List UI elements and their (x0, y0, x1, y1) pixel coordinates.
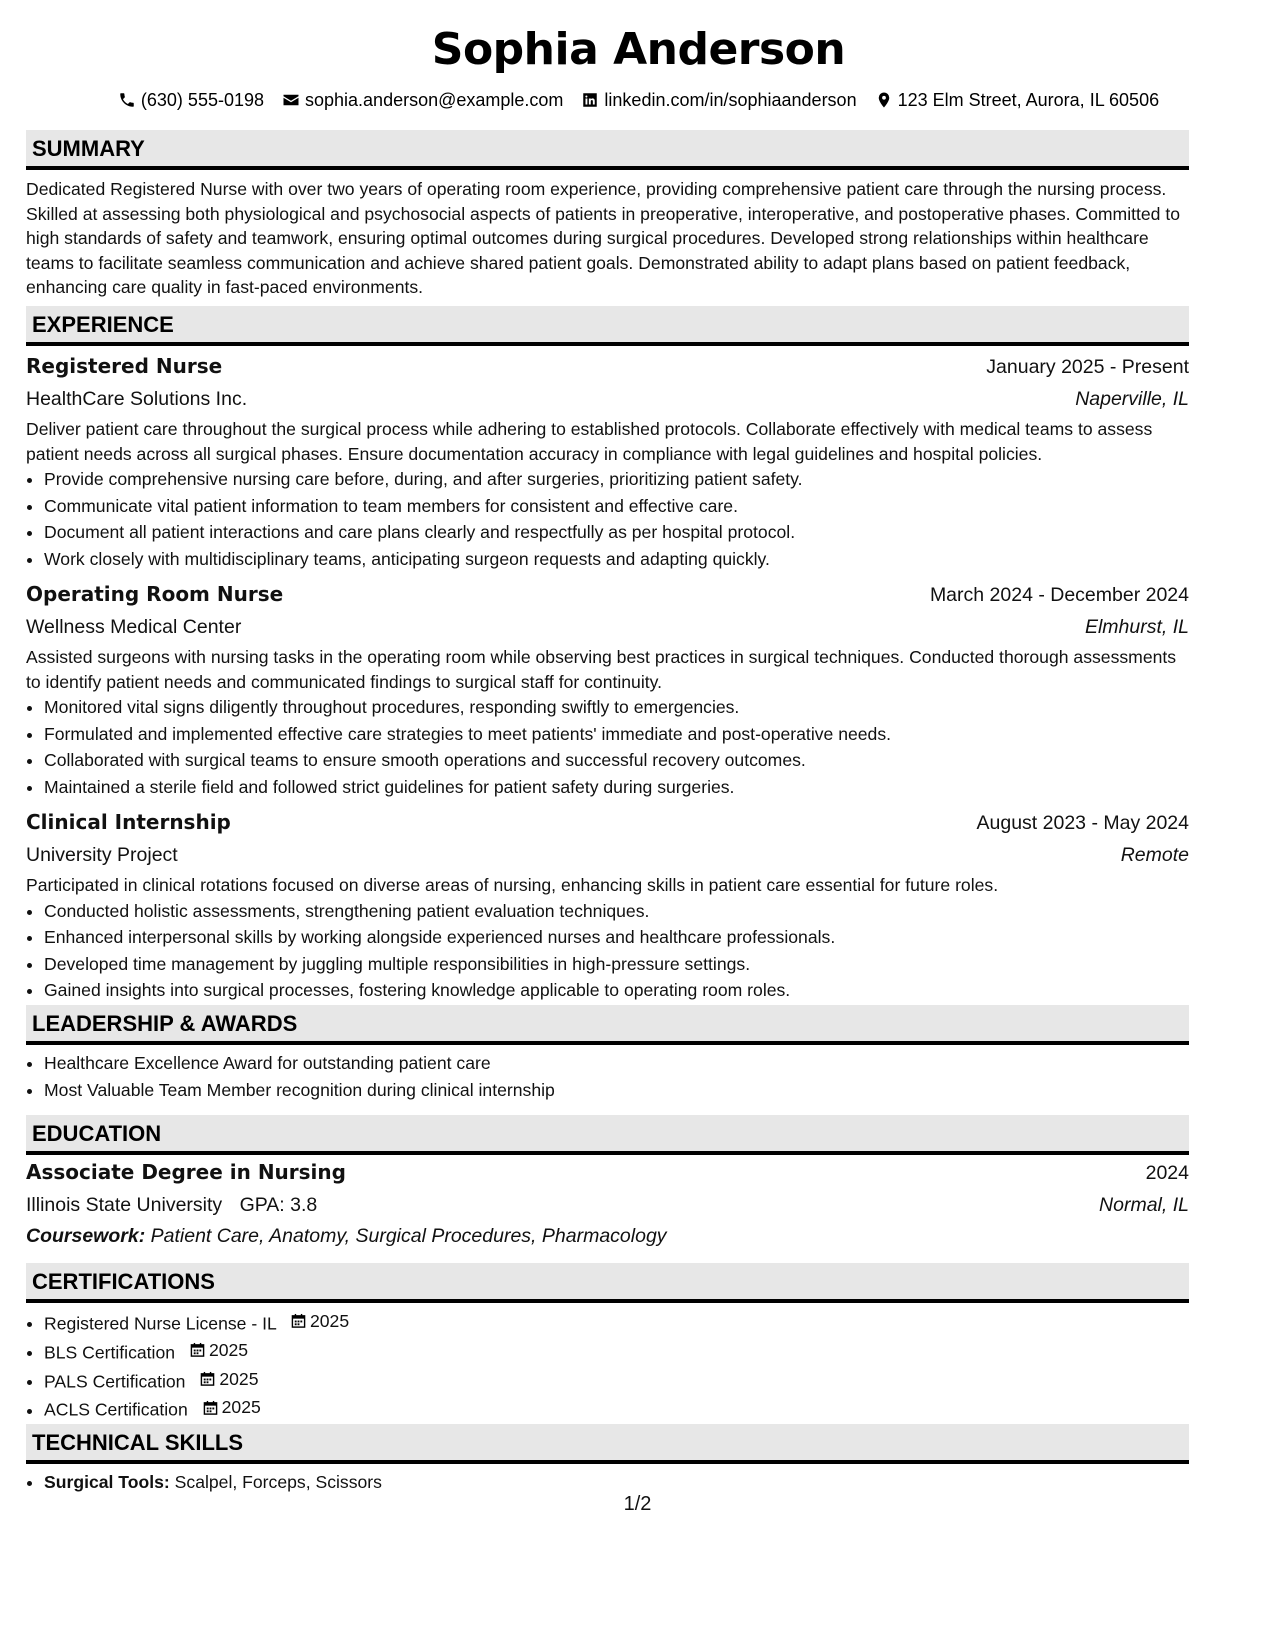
address-text: 123 Elm Street, Aurora, IL 60506 (897, 89, 1160, 110)
phone-text: (630) 555-0198 (140, 89, 264, 110)
phone-icon (118, 91, 136, 109)
resume-page (26, 0, 1251, 1492)
job-dates: August 2023 - May 2024 (976, 812, 1189, 835)
job-org: University Project (26, 844, 178, 867)
list-item: • Document all patient interactions and care plans clearly and respectfully as per hospital protocol. (44, 519, 1189, 546)
job-header (26, 806, 1189, 839)
coursework-label: Coursework: (26, 1225, 146, 1247)
list-item (44, 1366, 1189, 1395)
list-item: • Developed time management by juggling multiple responsibilities in high-pressure settings. (44, 951, 1189, 978)
contact-email[interactable] (282, 90, 563, 111)
skills-section (26, 1424, 1189, 1496)
list-item: • Most Valuable Team Member recognition during clinical internship (44, 1077, 1189, 1104)
candidate-name: Sophia Anderson (431, 24, 846, 75)
section-heading: EXPERIENCE (26, 306, 1189, 346)
job-description: Participated in clinical rotations focused on diverse areas of nursing, enhancing skills in patient care essential for future roles. (26, 875, 999, 896)
job-title: Registered Nurse (26, 354, 223, 378)
contact-phone[interactable] (118, 90, 264, 111)
job-title: Clinical Internship (26, 810, 231, 835)
list-item: • Communicate vital patient information to team members for consistent and effective care. (44, 493, 1189, 520)
skills-list (26, 1469, 1189, 1496)
skill-label: Surgical Tools: (44, 1472, 170, 1492)
list-item: • Conducted holistic assessments, strengthening patient evaluation techniques. (44, 898, 1189, 925)
list-item: • Monitored vital signs diligently throughout procedures, responding swiftly to emergencies. (44, 694, 1189, 721)
job-bullets (26, 466, 1189, 572)
school-line (26, 1189, 317, 1221)
list-item: • Maintained a sterile field and followed strict guidelines for patient safety during surgeries. (44, 774, 1189, 801)
section-heading: TECHNICAL SKILLS (26, 1424, 1189, 1464)
cert-year: 2025 (309, 1311, 350, 1331)
list-item (44, 1469, 1189, 1496)
job-dates: January 2025 - Present (986, 356, 1189, 378)
job-bullets (26, 898, 1189, 1004)
job-header (26, 578, 1189, 611)
education-subheader (26, 1189, 1189, 1221)
list-item: • Enhanced interpersonal skills by working alongside experienced nurses and healthcare professionals. (44, 924, 1189, 951)
job-description: Assisted surgeons with nursing tasks in the operating room while observing best practices in surgical techniques. Conducted thorough assessments to identify patient needs and communicated findings to surgical staff for continuity. (26, 647, 1177, 692)
experience-section (26, 306, 1189, 1004)
calendar-icon (200, 1371, 215, 1387)
section-heading: CERTIFICATIONS (26, 1263, 1189, 1303)
education-year: 2024 (1145, 1162, 1189, 1184)
contact-bar (26, 88, 1251, 112)
awards-list (26, 1050, 1189, 1103)
location-pin-icon (875, 91, 893, 109)
cert-date (203, 1394, 261, 1421)
job-subheader (26, 611, 1189, 643)
calendar-icon (291, 1313, 306, 1329)
section-heading: SUMMARY (26, 130, 1189, 170)
coursework-text: Patient Care, Anatomy, Surgical Procedures, Pharmacology (150, 1225, 667, 1247)
summary-text: Dedicated Registered Nurse with over two years of operating room experience, providing comprehensive patient care through the nursing process. Skilled at assessing both physiological and psychosocial aspects of patients in preoperative, interoperative, and postoperative phases. Committed to high standards of safety and teamwork, ensuring optimal outcomes during surgical procedures. Developed strong relationships within healthcare teams to facilitate seamless communication and achieve shared patient goals. Demonstrated ability to adapt plans based on patient feedback, enhancing care quality in fast-paced environments. (26, 179, 1181, 298)
section-heading: EDUCATION (26, 1115, 1189, 1155)
list-item: • Collaborated with surgical teams to ensure smooth operations and successful recovery outcomes. (44, 747, 1189, 774)
job-title: Operating Room Nurse (26, 582, 284, 607)
cert-name: PALS Certification (44, 1370, 186, 1391)
skill-value: Scalpel, Forceps, Scissors (174, 1472, 382, 1492)
list-item: • Provide comprehensive nursing care before, during, and after surgeries, prioritizing patient safety. (44, 466, 1189, 493)
envelope-icon (282, 91, 300, 109)
cert-name: BLS Certification (44, 1342, 176, 1362)
job-subheader (26, 383, 1189, 415)
linkedin-icon (581, 91, 599, 109)
education-header (26, 1156, 1189, 1189)
job-location: Remote (1120, 844, 1189, 867)
certifications-section (26, 1263, 1189, 1423)
section-heading: LEADERSHIP & AWARDS (26, 1005, 1189, 1045)
certifications-list (26, 1308, 1189, 1423)
job-entry (26, 806, 1189, 1004)
list-item: • Healthcare Excellence Award for outstanding patient care (44, 1050, 1189, 1077)
job-location: Naperville, IL (1075, 388, 1189, 410)
job-bullets (26, 694, 1189, 800)
list-item: • Gained insights into surgical processes, fostering knowledge applicable to operating room roles. (44, 977, 1189, 1004)
education-section (26, 1115, 1189, 1251)
gpa: GPA: 3.8 (239, 1194, 318, 1216)
email-text: sophia.anderson@example.com (305, 89, 564, 110)
cert-date (200, 1366, 258, 1393)
job-dates: March 2024 - December 2024 (929, 584, 1189, 607)
cert-year: 2025 (221, 1397, 261, 1418)
cert-year: 2025 (219, 1368, 259, 1389)
job-org: HealthCare Solutions Inc. (26, 388, 248, 410)
cert-year: 2025 (208, 1339, 249, 1360)
list-item: • Formulated and implemented effective care strategies to meet patients' immediate and post-operative needs. (44, 721, 1189, 748)
job-subheader (26, 839, 1189, 871)
calendar-icon (203, 1400, 218, 1416)
cert-date (190, 1337, 248, 1364)
school-name: Illinois State University (26, 1194, 223, 1216)
job-entry (26, 350, 1189, 572)
contact-address (875, 90, 1160, 111)
job-description: Deliver patient care throughout the surgical process while adhering to established protocols. Collaborate effectively with medical teams to assess patient needs across all surgical phases. Ensure documentation accuracy in compliance with legal guidelines and hospital policies. (26, 419, 1153, 464)
calendar-icon (190, 1342, 205, 1358)
education-location: Normal, IL (1099, 1194, 1189, 1216)
job-header (26, 350, 1189, 383)
job-org: Wellness Medical Center (26, 616, 242, 639)
leadership-section (26, 1005, 1189, 1103)
cert-date (291, 1308, 349, 1335)
cert-name: Registered Nurse License - IL (44, 1313, 277, 1334)
cert-name: ACLS Certification (44, 1399, 188, 1420)
page-number: 1/2 (623, 1493, 652, 1515)
list-item (44, 1308, 1189, 1337)
list-item (44, 1394, 1189, 1423)
job-location: Elmhurst, IL (1084, 616, 1189, 639)
summary-section (26, 130, 1189, 300)
contact-linkedin[interactable] (581, 90, 856, 111)
linkedin-text: linkedin.com/in/sophiaanderson (604, 89, 857, 110)
job-entry (26, 578, 1189, 800)
degree: Associate Degree in Nursing (26, 1160, 346, 1184)
list-item: • Work closely with multidisciplinary teams, anticipating surgeon requests and adapting quickly. (44, 546, 1189, 573)
coursework-line (26, 1221, 1189, 1251)
list-item (44, 1337, 1189, 1366)
